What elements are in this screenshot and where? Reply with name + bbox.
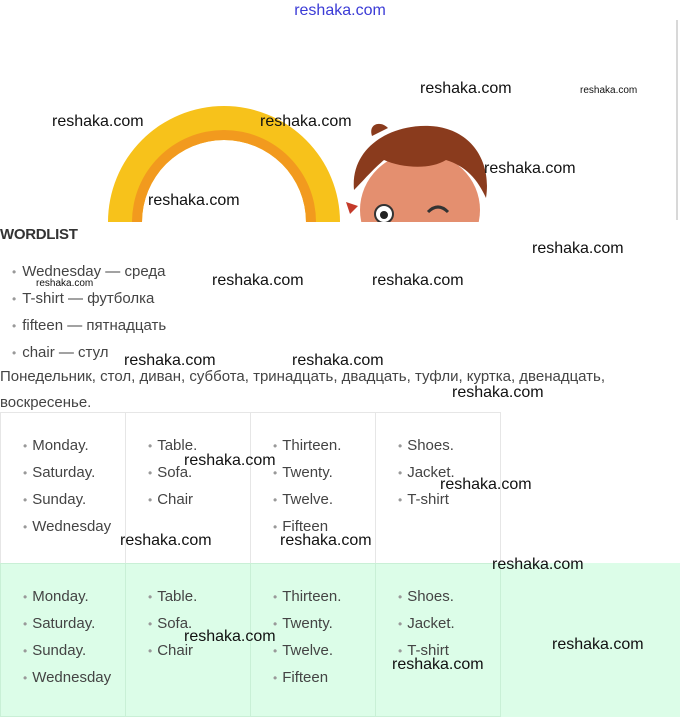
watermark: reshaka.com [212, 272, 304, 290]
list-item: • Wednesday — среда [12, 260, 166, 287]
bullet-icon: • [12, 319, 16, 333]
top-site-link[interactable]: reshaka.com [0, 2, 680, 20]
bullet-icon: • [12, 346, 16, 360]
table-cell: • Monday. • Saturday. • Sunday. • Wednesday [1, 564, 126, 717]
cartoon-illustration [0, 20, 680, 222]
table-cell [501, 564, 680, 717]
watermark: reshaka.com [372, 272, 464, 290]
table-cell: • Monday. • Saturday. • Sunday. • Wednesday [1, 413, 126, 564]
watermark: reshaka.com [260, 113, 352, 131]
answer-table [0, 563, 680, 717]
table-cell: • Table. • Sofa. • Chair [126, 413, 251, 564]
watermark: reshaka.com [492, 556, 584, 574]
table-cell: • Shoes. • Jacket. • T-shirt [376, 564, 501, 717]
watermark: reshaka.com [124, 352, 216, 370]
watermark: reshaka.com [36, 278, 93, 289]
watermark: reshaka.com [292, 352, 384, 370]
watermark: reshaka.com [120, 532, 212, 550]
watermark: reshaka.com [52, 113, 144, 131]
wordlist-title: WORDLIST [0, 226, 78, 243]
table-cell: • Shoes. • Jacket. • T-shirt [376, 413, 501, 564]
list-item: • T-shirt — футболка [12, 287, 166, 314]
rainbow-and-boy-picture [0, 20, 680, 222]
table-cell: • Thirteen. • Twenty. • Twelve. • Fifteen [251, 564, 376, 717]
watermark: reshaka.com [184, 452, 276, 470]
watermark: reshaka.com [392, 656, 484, 674]
illustration-border [676, 20, 678, 220]
wordlist [12, 260, 166, 368]
watermark: reshaka.com [420, 80, 512, 98]
watermark: reshaka.com [440, 476, 532, 494]
exercise-text: Понедельник, стол, диван, суббота, тринадцать, двадцать, туфли, куртка, двенадцать, воскресенье. [0, 364, 676, 416]
list-item: • chair — стул [12, 341, 166, 368]
bullet-icon: • [12, 292, 16, 306]
table-cell: • Table. • Sofa. • Chair [126, 564, 251, 717]
watermark: reshaka.com [452, 384, 544, 402]
bullet-icon: • [12, 265, 16, 279]
watermark: reshaka.com [148, 192, 240, 210]
watermark: reshaka.com [184, 628, 276, 646]
watermark: reshaka.com [532, 240, 624, 258]
watermark: reshaka.com [552, 636, 644, 654]
watermark: reshaka.com [580, 85, 637, 96]
word-table [0, 412, 501, 564]
watermark: reshaka.com [484, 160, 576, 178]
table-cell: • Thirteen. • Twenty. • Twelve. • Fifteen [251, 413, 376, 564]
list-item: • fifteen — пятнадцать [12, 314, 166, 341]
watermark: reshaka.com [280, 532, 372, 550]
